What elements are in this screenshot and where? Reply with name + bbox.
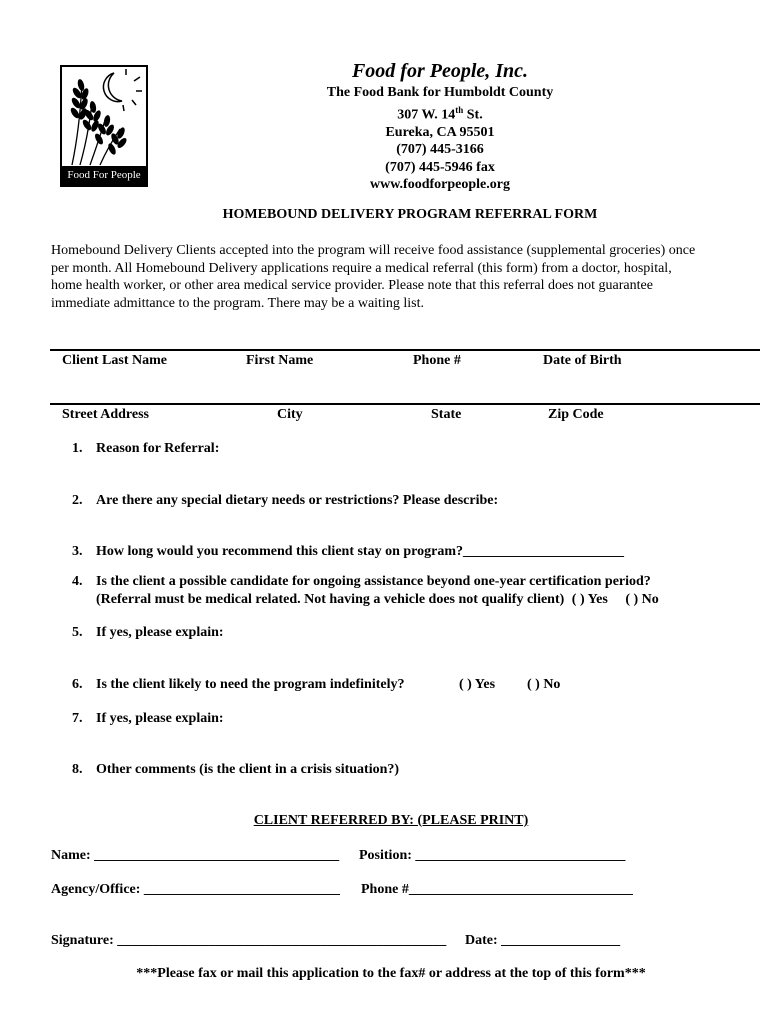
- wheat-sun-illustration: [62, 67, 146, 167]
- website: www.foodforpeople.org: [370, 177, 510, 193]
- phone-label: Phone #: [413, 353, 461, 368]
- question-text: If yes, please explain:: [96, 711, 224, 726]
- question-text: Is the client a possible candidate for ongoing assistance beyond one-year certification period?: [96, 574, 651, 589]
- intro-line: home health worker, or other area medical service provider. Please note that this referral does not guarantee: [51, 278, 653, 293]
- question-number: 5.: [72, 625, 83, 640]
- referrer-position-field[interactable]: Position: ______________________________: [359, 848, 626, 863]
- question-5: [72, 625, 224, 641]
- question-number: 2.: [72, 493, 83, 508]
- question-number: 3.: [72, 544, 83, 559]
- street-address-suffix: St.: [463, 107, 483, 123]
- question-4-followup: [96, 592, 659, 608]
- question-4: [72, 574, 651, 590]
- question-7: [72, 711, 224, 727]
- intro-paragraph: [51, 242, 731, 312]
- yes-checkbox[interactable]: ( ) Yes: [459, 677, 496, 692]
- street-address-main: 307 W. 14: [397, 107, 456, 123]
- question-1: [72, 441, 219, 457]
- food-for-people-logo: [60, 65, 148, 187]
- footer-note: ***Please fax or mail this application to the fax# or address at the top of this form***: [136, 966, 646, 981]
- question-text: If yes, please explain:: [96, 625, 224, 640]
- city-line: Eureka, CA 95501: [385, 124, 495, 140]
- yes-checkbox[interactable]: ( ) Yes: [571, 592, 608, 607]
- date-of-birth-label: Date of Birth: [543, 353, 622, 368]
- phone-number: (707) 445-3166: [396, 142, 484, 158]
- street-address: [280, 102, 600, 124]
- referrer-name-field[interactable]: Name: ___________________________________: [51, 848, 340, 863]
- question-text: (Referral must be medical related. Not having a vehicle does not qualify client): [96, 592, 565, 607]
- client-last-name-label: Client Last Name: [62, 353, 167, 368]
- question-number: 7.: [72, 711, 83, 726]
- intro-line: immediate admittance to the program. There may be a waiting list.: [51, 295, 424, 311]
- city-label: City: [277, 407, 303, 422]
- date-field[interactable]: Date: _________________: [465, 933, 621, 948]
- divider-line: [50, 349, 760, 351]
- fax-number: (707) 445-5946 fax: [385, 159, 495, 175]
- question-2: [72, 493, 498, 509]
- street-address-label: Street Address: [62, 407, 149, 422]
- first-name-label: First Name: [246, 353, 314, 368]
- divider-line: [50, 403, 760, 405]
- question-text: Are there any special dietary needs or restrictions? Please describe:: [96, 493, 499, 508]
- no-checkbox[interactable]: ( ) No: [527, 677, 561, 692]
- question-8: [72, 762, 399, 778]
- question-number: 4.: [72, 574, 83, 589]
- street-address-ordinal: th: [455, 104, 464, 115]
- intro-line: Homebound Delivery Clients accepted into the program will receive food assistance (supplemental groceries) once: [51, 243, 696, 258]
- signature-field[interactable]: Signature: _______________________________________________: [51, 933, 447, 948]
- question-6: [72, 677, 405, 693]
- question-number: 6.: [72, 677, 83, 692]
- state-label: State: [431, 407, 462, 422]
- question-text: Reason for Referral:: [96, 441, 220, 456]
- logo-text: Food For People: [62, 166, 146, 185]
- referred-by-heading: CLIENT REFERRED BY: (PLEASE PRINT): [253, 813, 529, 828]
- question-3: [72, 544, 624, 560]
- organization-header: [280, 58, 600, 194]
- question-text: Other comments (is the client in a crisis situation?): [96, 762, 400, 777]
- form-title: HOMEBOUND DELIVERY PROGRAM REFERRAL FORM: [222, 207, 598, 222]
- organization-name: Food for People, Inc.: [351, 60, 529, 82]
- no-checkbox[interactable]: ( ) No: [625, 592, 659, 607]
- question-text: How long would you recommend this client stay on program?_______________________: [96, 544, 624, 559]
- intro-line: per month. All Homebound Delivery applications require a medical referral (this form) from a doctor, hospital,: [51, 260, 672, 276]
- organization-subtitle: The Food Bank for Humboldt County: [326, 85, 554, 100]
- question-number: 1.: [72, 441, 83, 456]
- question-number: 8.: [72, 762, 83, 777]
- zip-code-label: Zip Code: [548, 407, 604, 422]
- question-text: Is the client likely to need the program indefinitely?: [96, 677, 405, 692]
- referrer-phone-field[interactable]: Phone #________________________________: [361, 882, 633, 897]
- agency-office-field[interactable]: Agency/Office: ____________________________: [51, 882, 340, 897]
